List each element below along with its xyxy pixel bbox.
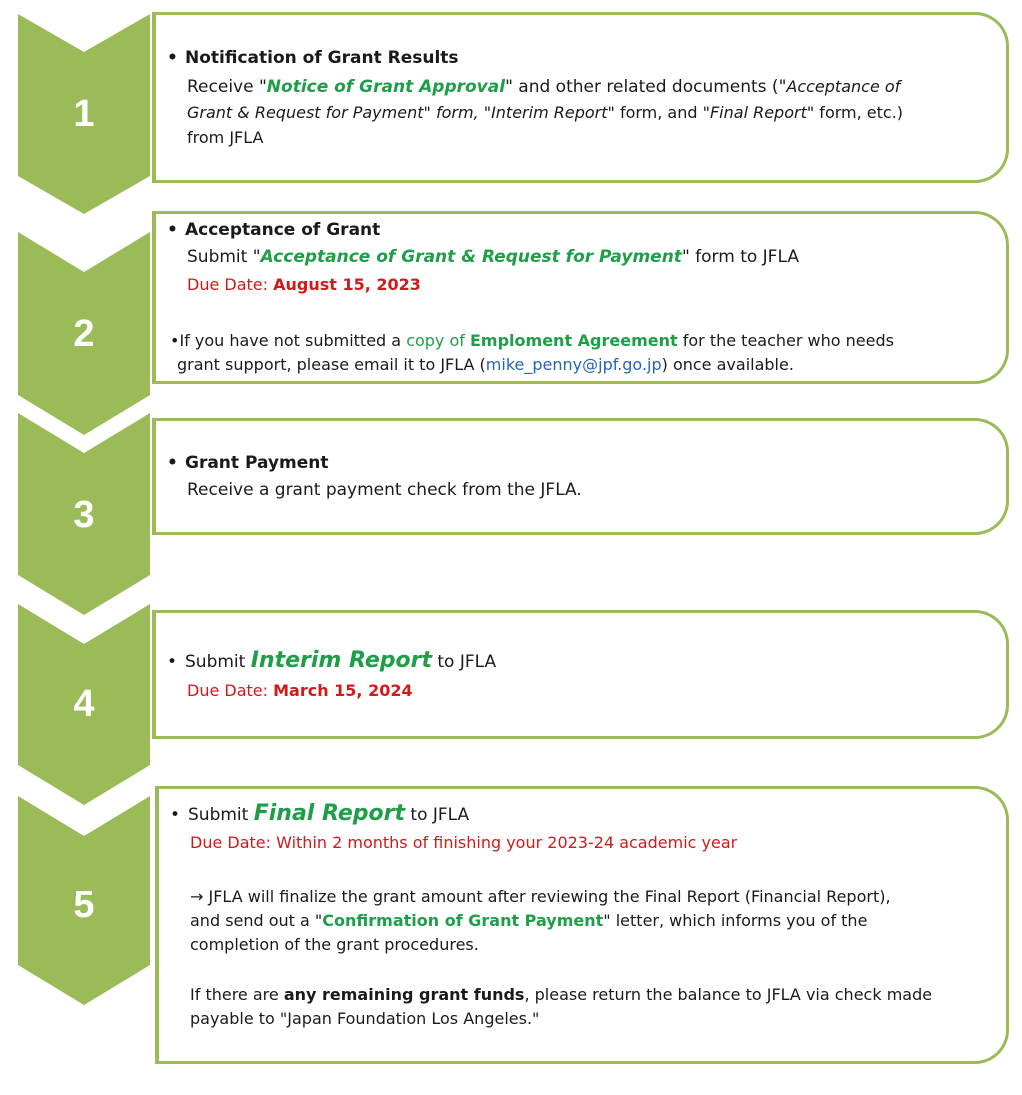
step-1-title: • Notification of Grant Results xyxy=(167,46,459,71)
step-2-due-date: Due Date: August 15, 2023 xyxy=(187,275,421,294)
step-3-text: Receive a grant payment check from the JFLA. xyxy=(187,480,582,500)
step-2-title: • Acceptance of Grant xyxy=(167,218,380,243)
step-number-4: 4 xyxy=(73,683,95,725)
bullet-icon: • xyxy=(170,805,181,825)
bullet-icon: • xyxy=(167,220,178,240)
step-number-3: 3 xyxy=(73,494,95,536)
step-2-note-line-2: grant support, please email it to JFLA (mike_penny@jpf.go.jp) once available. xyxy=(177,355,794,374)
bullet-icon: • xyxy=(170,331,180,350)
step-5-arrow-line-2: and send out a "Confirmation of Grant Payment" letter, which informs you of the xyxy=(190,911,868,930)
email-link[interactable]: mike_penny@jpf.go.jp xyxy=(485,355,662,374)
step-5-remain-line-2: payable to "Japan Foundation Los Angeles." xyxy=(190,1009,540,1028)
step-4-due-date: Due Date: March 15, 2024 xyxy=(187,681,413,700)
step-number-2: 2 xyxy=(73,313,95,355)
step-5-due-date: Due Date: Within 2 months of finishing your 2023-24 academic year xyxy=(190,833,738,852)
step-3-title: • Grant Payment xyxy=(167,451,328,476)
step-number-1: 1 xyxy=(73,93,95,135)
bullet-icon: • xyxy=(167,48,178,68)
step-1-line-3: from JFLA xyxy=(187,128,264,147)
step-number-5: 5 xyxy=(73,884,95,926)
step-5-arrow-line-3: completion of the grant procedures. xyxy=(190,935,479,954)
bullet-icon: • xyxy=(167,652,178,672)
step-1-line-2: Grant & Request for Payment" form, "Interim Report" form, and "Final Report" form, etc.) xyxy=(187,103,904,122)
step-1-line-1: Receive "Notice of Grant Approval" and other related documents ("Acceptance of xyxy=(187,77,901,97)
step-3-box xyxy=(152,418,1009,535)
step-2-note-line-1: •If you have not submitted a copy of Emploment Agreement for the teacher who needs xyxy=(170,331,894,350)
bullet-icon: • xyxy=(167,453,178,473)
step-4-submit: • Submit Interim Report to JFLA xyxy=(167,648,497,673)
step-5-remain-line-1: If there are any remaining grant funds, please return the balance to JFLA via check made xyxy=(190,985,933,1004)
step-5-submit: • Submit Final Report to JFLA xyxy=(170,801,470,826)
step-5-arrow-line-1: → JFLA will finalize the grant amount after reviewing the Final Report (Financial Report), xyxy=(190,887,891,906)
step-2-submit: Submit "Acceptance of Grant & Request for Payment" form to JFLA xyxy=(187,247,799,267)
